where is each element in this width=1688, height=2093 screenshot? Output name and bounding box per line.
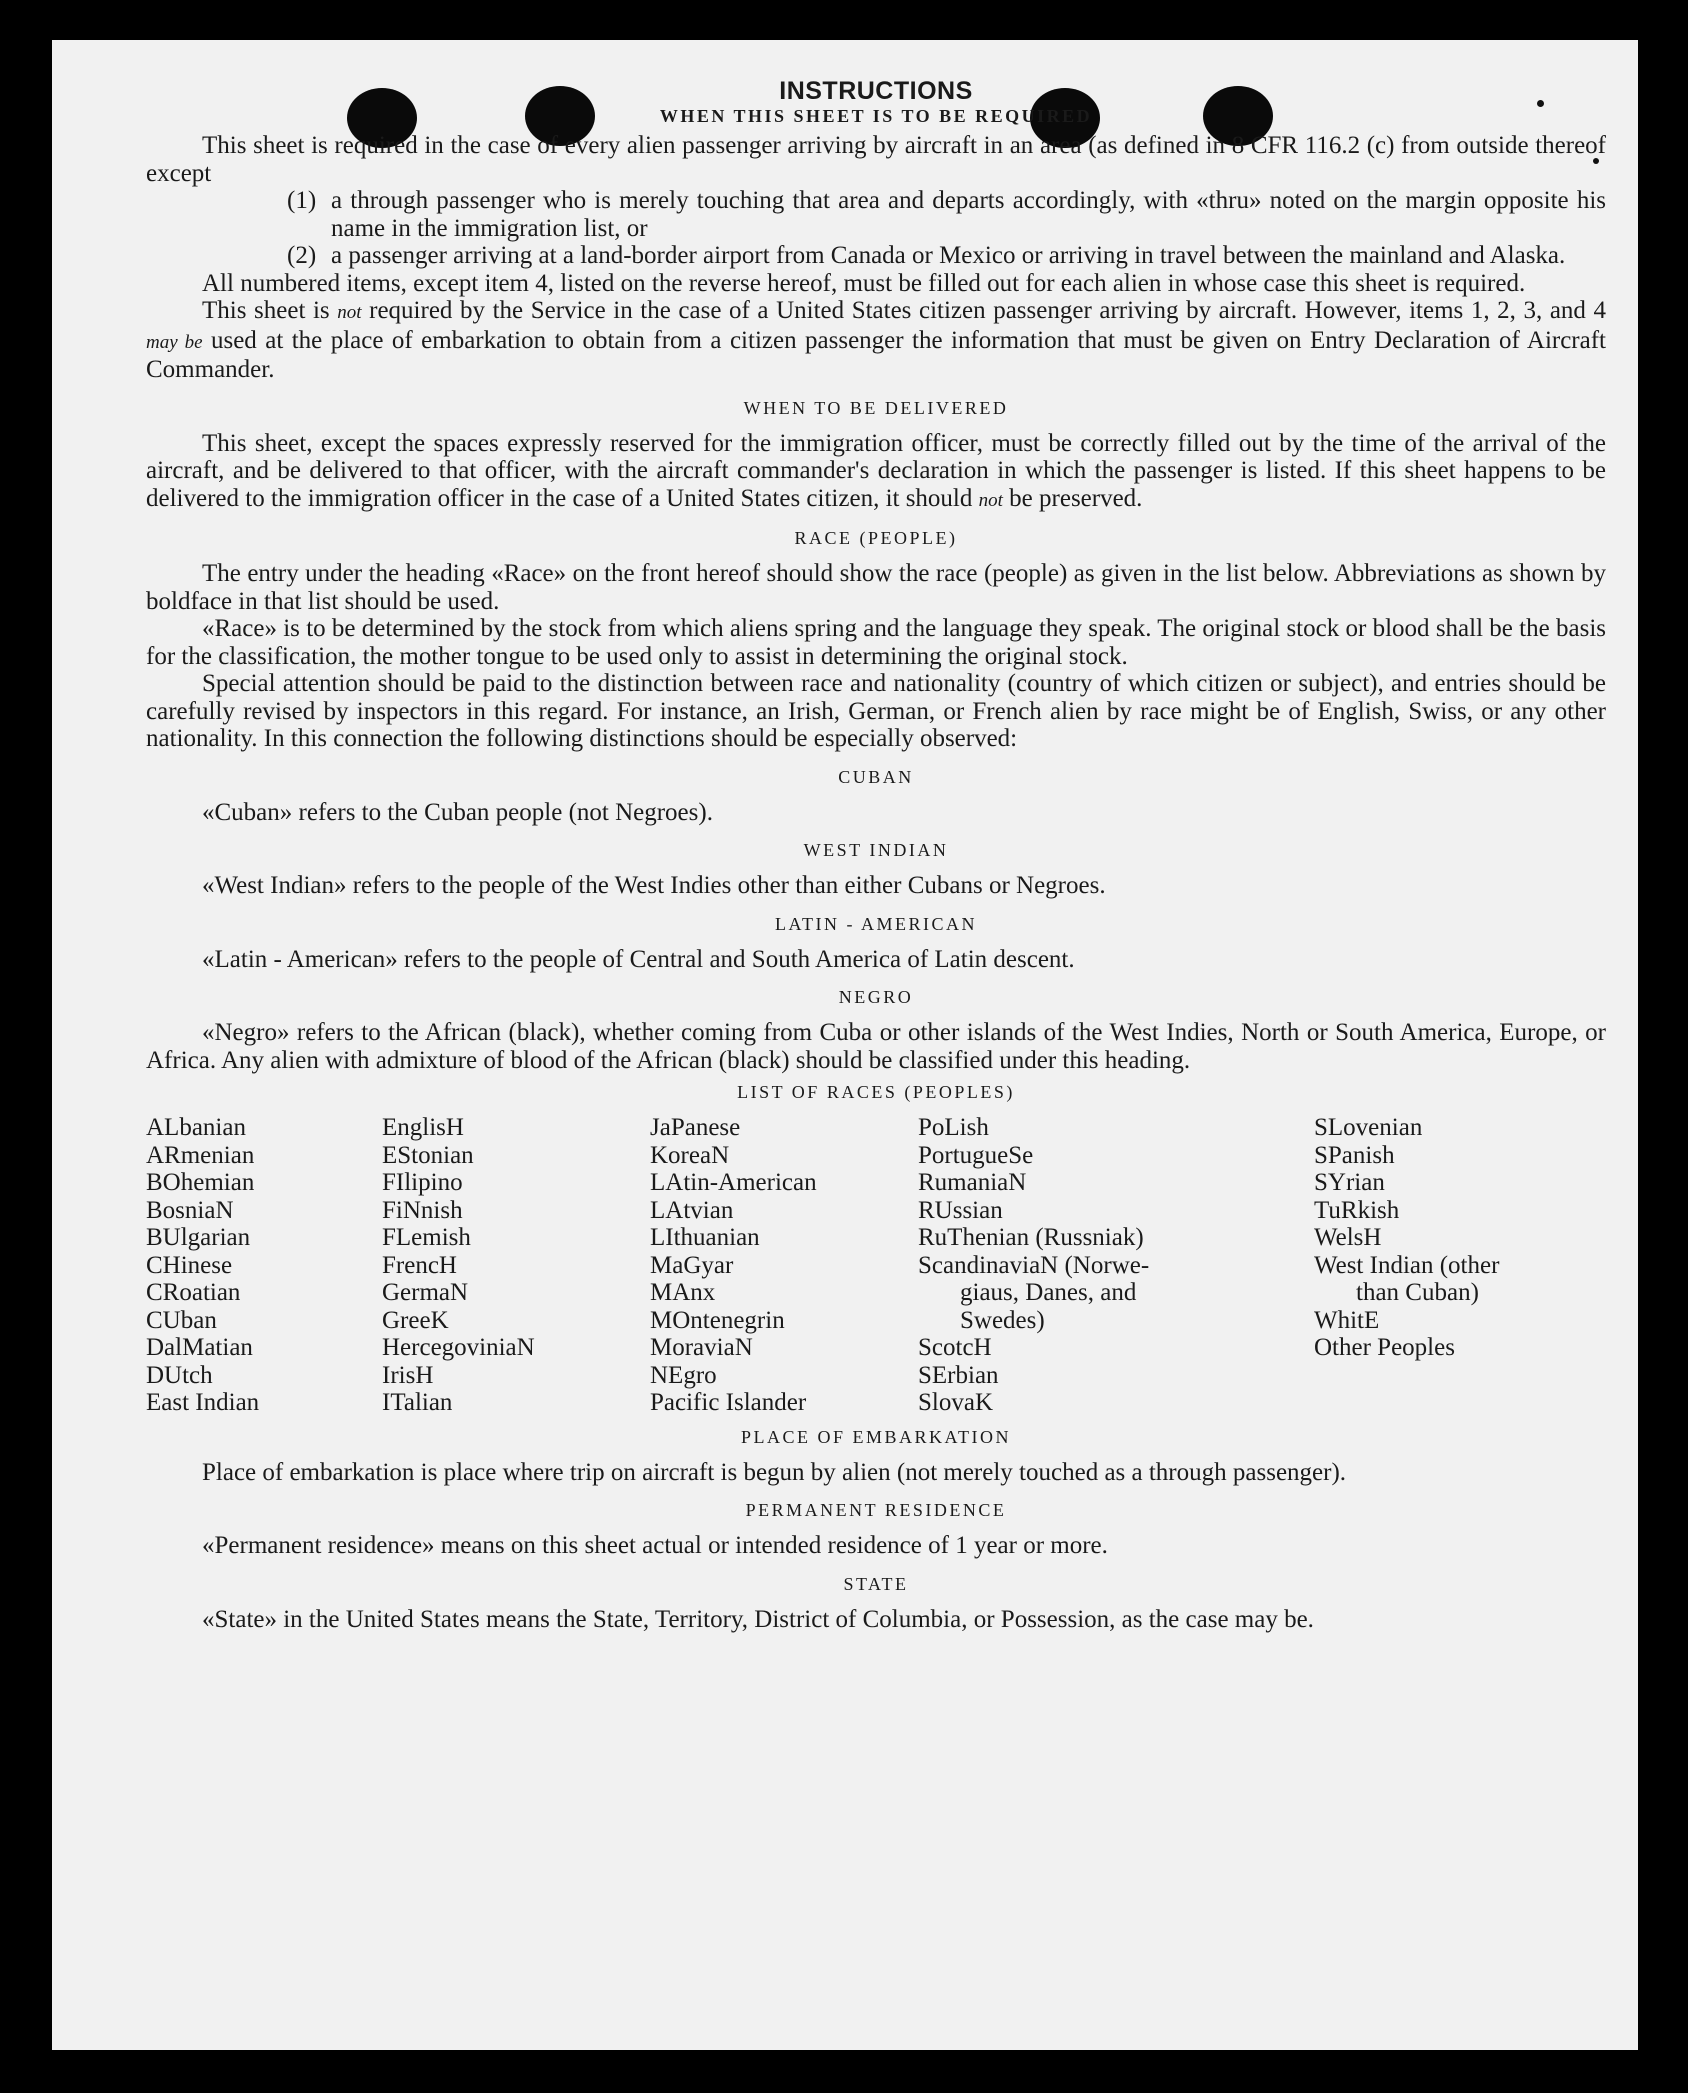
section-heading: PERMANENT RESIDENCE [745, 1500, 1007, 1520]
text-span: used at the place of embarkation to obtain from a citizen passenger the information that must be given on Entry Declaration of Aircraft Commander. [146, 326, 1607, 383]
race-item: MaGyar [650, 1251, 734, 1279]
race-item: JaPanese [650, 1114, 741, 1141]
race-column [382, 1114, 650, 1417]
race-item: Swedes) [960, 1306, 1045, 1334]
race-item: FiNnish [382, 1196, 463, 1224]
race-item: EnglisH [382, 1114, 464, 1141]
race-item: GermaN [382, 1279, 469, 1306]
race-item: SPanish [1314, 1141, 1395, 1169]
race-item: SErbian [918, 1361, 999, 1389]
race-item: FrencH [382, 1251, 457, 1279]
race-item: giaus, Danes, and [960, 1279, 1137, 1306]
race-item: LAtvian [650, 1196, 734, 1224]
race-item: BosniaN [146, 1196, 234, 1224]
race-item: MAnx [650, 1279, 716, 1306]
text-span: be preserved. [1009, 484, 1143, 512]
race-item: BUlgarian [146, 1224, 251, 1251]
emphasis: may be [146, 331, 203, 353]
race-item: BOhemian [146, 1169, 255, 1196]
item-text: a through passenger who is merely touching that area and departs accordingly, with «thru» noted on the margin opposite his name in the immigration list, or [331, 187, 1606, 242]
race-item: SYrian [1314, 1169, 1385, 1196]
paragraph: «Permanent residence» means on this sheet actual or intended residence of 1 year or more. [202, 1532, 1108, 1559]
race-column [1314, 1114, 1606, 1417]
race-item: TuRkish [1314, 1196, 1400, 1224]
race-item: NEgro [650, 1361, 717, 1389]
race-item: CUban [146, 1306, 217, 1334]
section-heading: LIST OF RACES (PEOPLES) [737, 1082, 1015, 1102]
race-item: than Cuban) [1356, 1279, 1479, 1306]
paragraph: All numbered items, except item 4, listed on the reverse hereof, must be filled out for each alien in whose case this sheet is required. [202, 269, 1526, 297]
section-heading: STATE [843, 1573, 909, 1594]
race-item: RUssian [918, 1196, 1003, 1224]
race-item: DalMatian [146, 1334, 253, 1361]
section-heading: NEGRO [838, 987, 914, 1007]
race-item: Other Peoples [1314, 1334, 1455, 1361]
paragraph: «West Indian» refers to the people of the West Indies other than either Cubans or Negroes. [202, 872, 1106, 899]
race-item: CRoatian [146, 1279, 241, 1306]
text-span: required by the Service in the case of a United States citizen passenger arriving by aircraft. However, items 1, 2, 3, and 4 [369, 297, 1607, 324]
race-item: KoreaN [650, 1141, 730, 1169]
document-sheet [52, 40, 1638, 2050]
race-item: ARmenian [146, 1141, 255, 1169]
paragraph: Place of embarkation is place where trip on aircraft is begun by alien (not merely touched as a through passenger). [202, 1458, 1347, 1486]
paragraph: The entry under the heading «Race» on the front hereof should show the race (people) as given in the list below. Abbreviations as shown by boldface in that list should be used. [146, 560, 1606, 615]
paragraph: «Cuban» refers to the Cuban people (not Negroes). [202, 798, 713, 826]
text-span: This sheet, except the spaces expressly reserved for the immigration officer, must be correctly filled out by the time of the arrival of the aircraft, and be delivered to that officer, with the aircraft commander's declaration in which the passenger is listed. If this sheet happens to be delivered to the immigration officer in the case of a United States citizen, it should [146, 429, 1606, 512]
section-heading: WHEN TO BE DELIVERED [743, 397, 1009, 418]
paragraph: «State» in the United States means the State, Territory, District of Columbia, or Possession, as the case may be. [202, 1605, 1314, 1633]
emphasis: not [978, 489, 1003, 511]
paragraph: This sheet is required in the case of every alien passenger arriving by aircraft in an area (as defined in 8 CFR 116.2 (c) from outside thereof except [146, 132, 1606, 187]
race-column [146, 1114, 382, 1417]
section-heading: WHEN THIS SHEET IS TO BE REQUIRED [659, 106, 1093, 126]
race-item: GreeK [382, 1306, 449, 1334]
race-item: FIlipino [382, 1169, 463, 1196]
numbered-item [287, 242, 1606, 270]
race-item: PortugueSe [918, 1141, 1034, 1169]
race-item: DUtch [146, 1361, 213, 1389]
page-title: INSTRUCTIONS [779, 77, 973, 105]
race-item: RumaniaN [918, 1169, 1027, 1196]
race-item: CHinese [146, 1251, 233, 1279]
race-list [146, 1114, 1606, 1417]
text-span: This sheet is [202, 297, 330, 324]
race-item: IrisH [382, 1361, 434, 1389]
race-item: ScandinaviaN (Norwe- [918, 1251, 1150, 1279]
numbered-item [287, 187, 1606, 242]
race-item: RuThenian (Russniak) [918, 1224, 1144, 1251]
section-heading: RACE (PEOPLE) [794, 528, 958, 548]
race-item: SLovenian [1314, 1114, 1423, 1141]
race-item: LIthuanian [650, 1224, 760, 1251]
section-heading: CUBAN [838, 766, 914, 787]
paragraph [146, 297, 1606, 384]
item-text: a passenger arriving at a land-border airport from Canada or Mexico or arriving in travel between the mainland and Alaska. [331, 242, 1566, 269]
paragraph: «Latin - American» refers to the people of Central and South America of Latin descent. [202, 945, 1075, 973]
paragraph: «Race» is to be determined by the stock from which aliens spring and the language they speak. The original stock or blood shall be the basis for the classification, the mother tongue to be used only to assist in determining the original stock. [146, 615, 1606, 670]
race-item: LAtin-American [650, 1169, 817, 1196]
race-item: East Indian [146, 1389, 260, 1416]
item-number: (1) [287, 187, 317, 214]
race-item: MOntenegrin [650, 1306, 785, 1334]
paragraph [146, 430, 1606, 515]
race-column [918, 1114, 1314, 1417]
race-item: EStonian [382, 1141, 474, 1169]
race-item: FLemish [382, 1224, 471, 1251]
section-heading: LATIN - AMERICAN [775, 913, 977, 934]
race-item: MoraviaN [650, 1334, 753, 1361]
race-item: Pacific Islander [650, 1389, 807, 1416]
race-item: West Indian (other [1314, 1251, 1500, 1279]
race-item: WhitE [1314, 1306, 1380, 1334]
race-item: PoLish [918, 1114, 989, 1141]
section-heading: PLACE OF EMBARKATION [740, 1426, 1012, 1447]
paragraph: Special attention should be paid to the distinction between race and nationality (country of which citizen or subject), and entries should be carefully revised by inspectors in this regard. For instance, an Irish, German, or French alien by race might be of English, Swiss, or any other nationality. In this connection the following distinctions should be especially observed: [146, 670, 1606, 752]
race-item: SlovaK [918, 1389, 993, 1416]
section-heading: WEST INDIAN [803, 840, 949, 860]
race-item: ITalian [382, 1389, 453, 1416]
paragraph: «Negro» refers to the African (black), whether coming from Cuba or other islands of the West Indies, North or South America, Europe, or Africa. Any alien with admixture of blood of the African (black) should be classified under this heading. [146, 1019, 1606, 1074]
emphasis: not [337, 302, 362, 323]
race-item: ScotcH [918, 1334, 992, 1361]
race-item: WelsH [1314, 1224, 1382, 1251]
item-number: (2) [287, 242, 317, 269]
race-item: HercegoviniaN [382, 1334, 535, 1361]
instructions-content [146, 76, 1606, 1633]
race-column [650, 1114, 918, 1417]
race-item: ALbanian [146, 1114, 246, 1141]
